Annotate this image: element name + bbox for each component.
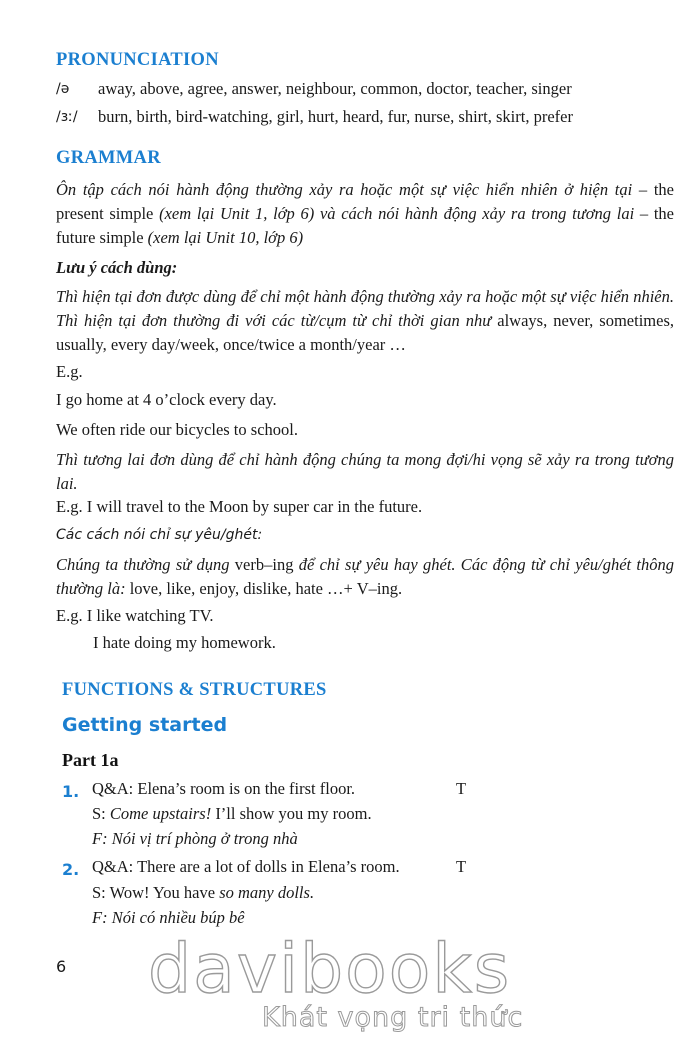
example-2: We often ride our bicycles to school. (56, 420, 298, 439)
grammar-intro (56, 178, 674, 250)
item-2-sentence (92, 883, 314, 903)
phoneme-schwa-words: away, above, agree, answer, neighbour, common, doctor, teacher, singer (98, 79, 572, 98)
item-1-function: F: Nói vị trí phòng ở trong nhà (92, 829, 298, 848)
eg-label: E.g. (56, 362, 83, 381)
item-1-number: 1. (62, 782, 80, 801)
intro-part-2: the present simple (56, 180, 675, 223)
phoneme-er: /ɜː/ (56, 109, 78, 125)
intro-part-4: và cách nói hành động xảy ra trong tương lai (319, 204, 635, 223)
likes-note (56, 553, 674, 601)
item-2-s-italic: so many dolls. (219, 883, 315, 902)
example-1: I go home at 4 o’clock every day. (56, 390, 277, 409)
phoneme-er-words: burn, birth, bird-watching, girl, hurt, heard, fur, nurse, shirt, skirt, prefer (98, 107, 573, 126)
intro-part-3: (xem lại Unit 1, lớp 6) (159, 204, 315, 223)
likes-part-2: verb–ing (234, 555, 294, 574)
item-2-answer: T (456, 857, 467, 876)
usage-note-label: Lưu ý cách dùng: (56, 258, 178, 277)
functions-heading: FUNCTIONS & STRUCTURES (62, 680, 327, 700)
item-1-s-italic: Come upstairs! (109, 804, 212, 823)
intro-part-6: (xem lại Unit 10, lớp 6) (147, 228, 304, 247)
grammar-heading: GRAMMAR (56, 148, 161, 168)
page-number: 6 (56, 957, 67, 976)
item-1-sentence (92, 804, 372, 824)
future-simple-note: Thì tương lai đơn dùng để chỉ hành động chúng ta mong đợi/hi vọng sẽ xảy ra trong tương lai. (56, 450, 674, 493)
likes-part-3: để chỉ sự yêu hay ghét. Các động từ chỉ yêu/ghét thông thường là: (56, 555, 674, 598)
item-2-function: F: Nói có nhiều búp bê (92, 908, 245, 927)
item-2-s-prefix: S: Wow! You have (92, 883, 216, 902)
item-1-s-prefix: S: (92, 804, 106, 823)
phoneme-schwa: /ə (56, 81, 70, 97)
likes-heading: Các cách nói chỉ sự yêu/ghét: (56, 527, 263, 543)
item-2-number: 2. (62, 860, 80, 879)
example-4: E.g. I like watching TV. (56, 606, 214, 625)
watermark-tagline: Khát vọng tri thức (262, 1002, 524, 1033)
item-1-answer: T (456, 779, 467, 798)
item-1-qa: Q&A: Elena’s room is on the first floor. (92, 779, 356, 798)
item-1-s-rest: I’ll show you my room. (215, 804, 372, 823)
likes-part-4: love, like, enjoy, dislike, hate …+ V–ing. (129, 579, 403, 598)
present-note-adverbs: always, never, sometimes, usually, every day/week, once/twice a month/year … (56, 311, 675, 354)
watermark-logo: davibooks (148, 930, 512, 1009)
getting-started-heading: Getting started (62, 714, 228, 736)
intro-part-1: Ôn tập cách nói hành động thường xảy ra hoặc một sự việc hiển nhiên ở hiện tại – (56, 180, 648, 199)
present-note-italic: Thì hiện tại đơn được dùng để chỉ một hành động thường xảy ra hoặc một sự việc hiển nhiên. Thì hiện tại đơn thường đi với các từ/cụm từ chỉ thời gian như (56, 287, 674, 330)
example-5: I hate doing my homework. (93, 633, 276, 652)
present-simple-note (56, 285, 674, 357)
example-3: E.g. I will travel to the Moon by super car in the future. (56, 497, 423, 516)
item-2-qa: Q&A: There are a lot of dolls in Elena’s room. (92, 857, 400, 876)
pronunciation-heading: PRONUNCIATION (56, 50, 219, 70)
intro-part-5: – the future simple (56, 204, 675, 247)
likes-part-1: Chúng ta thường sử dụng (56, 555, 230, 574)
part-heading: Part 1a (62, 750, 119, 770)
